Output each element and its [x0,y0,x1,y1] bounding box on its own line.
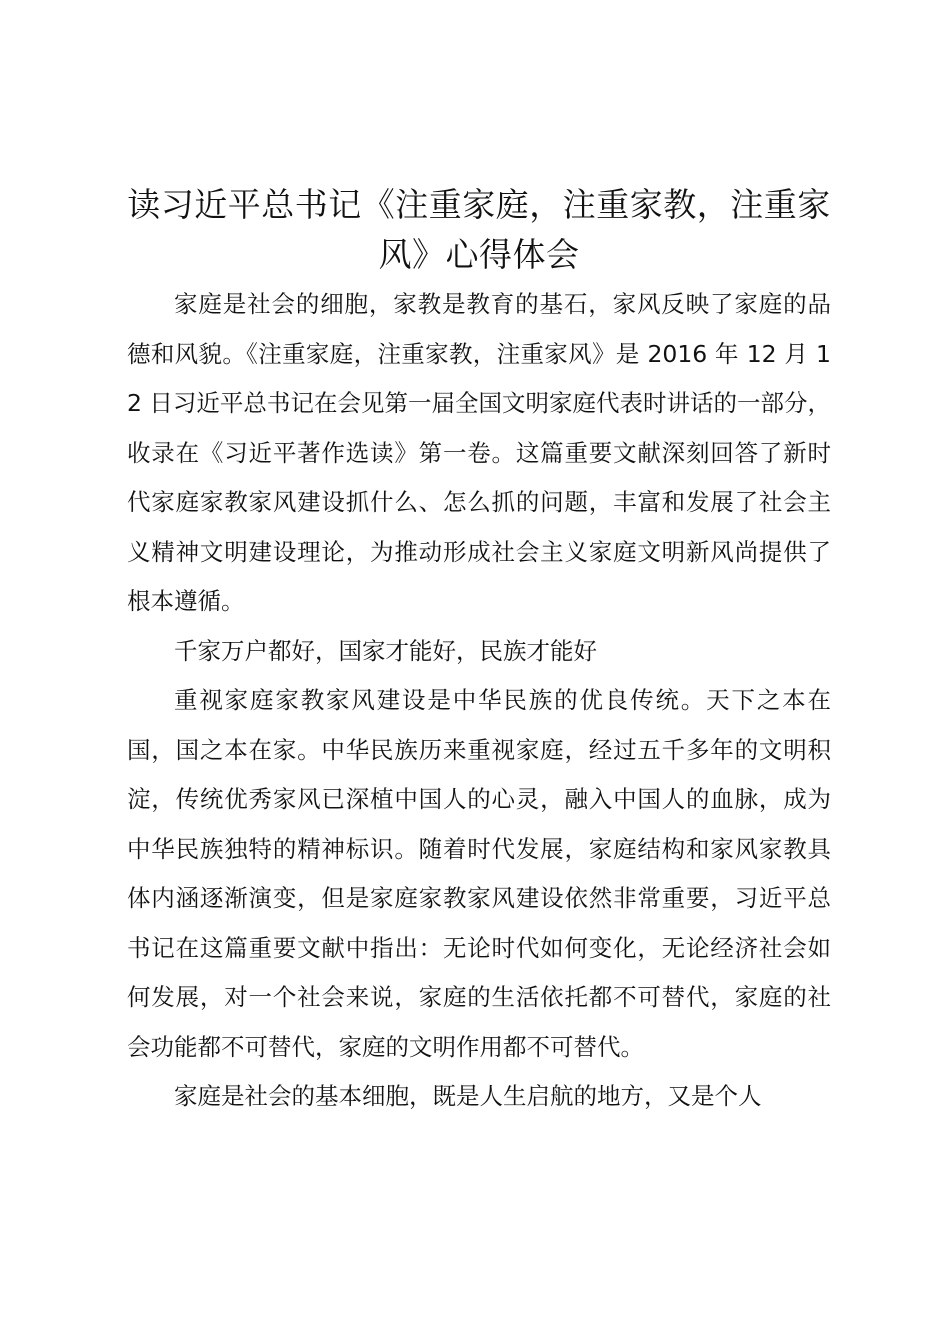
paragraph-intro: 家庭是社会的细胞，家教是教育的基石，家风反映了家庭的品德和风貌。《注重家庭，注重家教，注重家风》是 2016 年 12 月 12 日习近平总书记在会见第一届全国文明家庭代表时讲话的一部分，收录在《习近平著作选读》第一卷。这篇重要文献深刻回答了新时代家庭家教家风建设抓什么、怎么抓的问题，丰富和发展了社会主义精神文明建设理论，为推动形成社会主义家庭文明新风尚提供了根本遵循。 [127,290,831,615]
document-title: 读习近平总书记《注重家庭，注重家教，注重家风》心得体会 [127,185,831,274]
paragraph-basic-cell: 家庭是社会的基本细胞，既是人生启航的地方，又是个人 [174,1082,762,1110]
document-page [127,180,831,1122]
paragraph-tradition: 重视家庭家教家风建设是中华民族的优良传统。天下之本在国，国之本在家。中华民族历来重视家庭，经过五千多年的文明积淀，传统优秀家风已深植中国人的心灵，融入中国人的血脉，成为中华民族独特的精神标识。随着时代发展，家庭结构和家风家教具体内涵逐渐演变，但是家庭家教家风建设依然非常重要，习近平总书记在这篇重要文献中指出：无论时代如何变化，无论经济社会如何发展，对一个社会来说，家庭的生活依托都不可替代，家庭的社会功能都不可替代，家庭的文明作用都不可替代。 [127,686,831,1061]
section-heading: 千家万户都好，国家才能好，民族才能好 [174,636,597,665]
